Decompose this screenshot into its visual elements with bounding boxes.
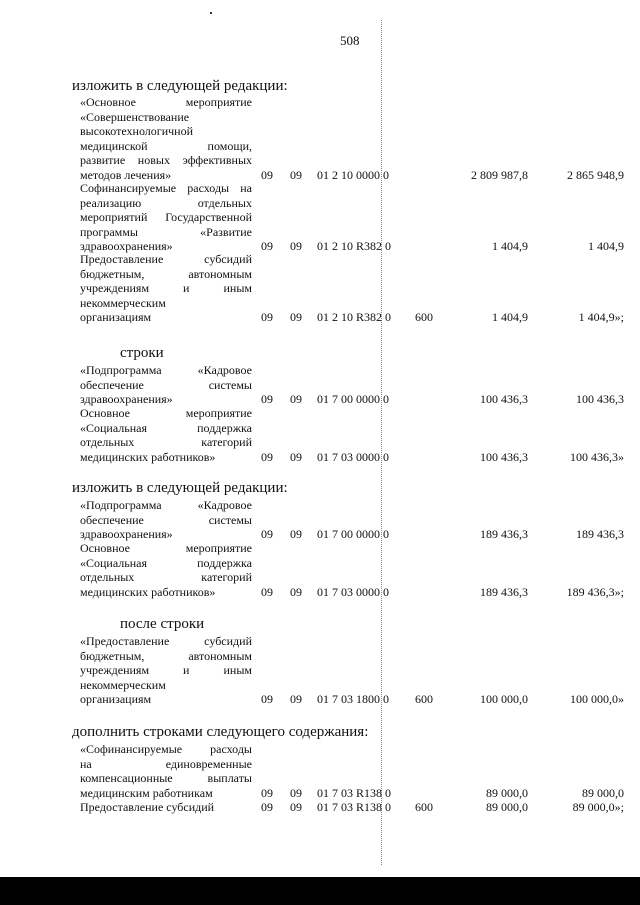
description-line: медицинской помощи, <box>80 138 252 153</box>
amount-year-1: 89 000,0 <box>486 785 528 800</box>
description-line: здравоохранения» <box>80 239 173 253</box>
description-line: Предоставление субсидий <box>80 252 252 266</box>
amount-year-2: 100 436,3 <box>576 392 624 406</box>
target-article-code: 01 2 10 R382 0 <box>317 239 392 253</box>
description-line: «Софинансируемые расходы <box>80 742 252 756</box>
subsection-code: 09 <box>290 449 302 464</box>
target-article-code: 01 2 10 0000 0 <box>317 167 389 182</box>
table-row-description <box>80 498 252 542</box>
description-line: некоммерческим <box>80 295 166 310</box>
description-line: медицинских работников» <box>80 449 216 464</box>
table-row-description <box>80 95 252 182</box>
table-row-description <box>80 252 252 325</box>
section-heading: после строки <box>120 616 205 632</box>
description-line: отдельных категорий <box>80 570 252 584</box>
subsection-code: 09 <box>290 167 302 182</box>
section-code: 09 <box>261 449 273 464</box>
section-heading: строки <box>120 345 164 361</box>
subsection-code: 09 <box>290 785 302 800</box>
subsection-code: 09 <box>290 527 302 541</box>
table-row-description <box>80 541 252 599</box>
description-line: Софинансируемые расходы на <box>80 181 252 195</box>
description-line: «Подпрограмма «Кадровое <box>80 498 252 512</box>
scan-border <box>0 877 640 905</box>
description-line: медицинских работников» <box>80 584 216 599</box>
target-article-code: 01 2 10 R382 0 <box>317 310 392 324</box>
description-line: развитие новых эффективных <box>80 153 252 167</box>
expense-type-code: 600 <box>415 800 433 814</box>
expense-type-code: 600 <box>415 692 433 706</box>
target-article-code: 01 7 03 0000 0 <box>317 584 389 599</box>
description-line: реализацию отдельных <box>80 195 252 210</box>
description-line: «Социальная поддержка <box>80 420 252 435</box>
description-line: «Подпрограмма «Кадровое <box>80 363 252 377</box>
subsection-code: 09 <box>290 692 302 706</box>
page-number: 508 <box>340 33 360 48</box>
table-row-description <box>80 406 252 464</box>
table-row-description <box>80 363 252 407</box>
amount-year-2: 100 436,3» <box>570 449 624 464</box>
description-line: «Совершенствование <box>80 109 190 124</box>
amount-year-2: 1 404,9»; <box>578 310 624 324</box>
amount-year-1: 100 436,3 <box>480 449 528 464</box>
section-code: 09 <box>261 310 273 324</box>
description-line: мероприятий Государственной <box>80 210 252 224</box>
table-row-description <box>80 181 252 254</box>
target-article-code: 01 7 03 R138 0 <box>317 800 392 814</box>
section-code: 09 <box>261 392 273 406</box>
description-line: организациям <box>80 692 152 706</box>
description-line: программы «Развитие <box>80 224 252 239</box>
description-line: здравоохранения» <box>80 392 173 406</box>
description-line: учреждениям и иным <box>80 663 252 677</box>
section-code: 09 <box>261 785 273 800</box>
description-line: здравоохранения» <box>80 527 173 541</box>
fold-line <box>381 20 382 865</box>
amount-year-2: 100 000,0» <box>570 692 624 706</box>
amount-year-2: 1 404,9 <box>588 239 624 253</box>
subsection-code: 09 <box>290 800 302 814</box>
description-line: Предоставление субсидий <box>80 800 215 814</box>
scan-speck <box>210 12 212 14</box>
description-line: «Социальная поддержка <box>80 555 252 570</box>
subsection-code: 09 <box>290 584 302 599</box>
description-line: «Предоставление субсидий <box>80 634 252 648</box>
target-article-code: 01 7 03 1800 0 <box>317 692 389 706</box>
description-line: бюджетным, автономным <box>80 266 252 281</box>
table-row-description <box>80 634 252 707</box>
amount-year-1: 189 436,3 <box>480 527 528 541</box>
description-line: медицинским работникам <box>80 785 213 800</box>
target-article-code: 01 7 03 0000 0 <box>317 449 389 464</box>
description-line: Основное мероприятие <box>80 541 252 555</box>
amount-year-1: 1 404,9 <box>492 310 528 324</box>
description-line: «Основное мероприятие <box>80 95 252 109</box>
description-line: учреждениям и иным <box>80 281 252 295</box>
amount-year-1: 1 404,9 <box>492 239 528 253</box>
amount-year-2: 89 000,0»; <box>572 800 624 814</box>
subsection-code: 09 <box>290 239 302 253</box>
section-code: 09 <box>261 584 273 599</box>
description-line: методов лечения» <box>80 167 172 182</box>
target-article-code: 01 7 00 0000 0 <box>317 392 389 406</box>
section-code: 09 <box>261 239 273 253</box>
amount-year-1: 189 436,3 <box>480 584 528 599</box>
description-line: организациям <box>80 310 152 324</box>
amount-year-2: 2 865 948,9 <box>567 167 624 182</box>
subsection-code: 09 <box>290 392 302 406</box>
description-line: бюджетным, автономным <box>80 648 252 663</box>
section-code: 09 <box>261 167 273 182</box>
table-row-description <box>80 800 252 815</box>
amount-year-2: 189 436,3 <box>576 527 624 541</box>
target-article-code: 01 7 03 R138 0 <box>317 785 392 800</box>
description-line: обеспечение системы <box>80 377 252 392</box>
target-article-code: 01 7 00 0000 0 <box>317 527 389 541</box>
description-line: высокотехнологичной <box>80 124 194 138</box>
section-heading: изложить в следующей редакции: <box>72 78 288 94</box>
amount-year-1: 89 000,0 <box>486 800 528 814</box>
section-code: 09 <box>261 527 273 541</box>
description-line: обеспечение системы <box>80 512 252 527</box>
description-line: компенсационные выплаты <box>80 771 252 785</box>
table-row-description <box>80 742 252 800</box>
section-heading: дополнить строками следующего содержания: <box>72 724 369 740</box>
section-code: 09 <box>261 800 273 814</box>
amount-year-1: 100 436,3 <box>480 392 528 406</box>
amount-year-2: 89 000,0 <box>582 785 624 800</box>
amount-year-1: 2 809 987,8 <box>471 167 528 182</box>
amount-year-2: 189 436,3»; <box>566 584 624 599</box>
section-code: 09 <box>261 692 273 706</box>
description-line: Основное мероприятие <box>80 406 252 420</box>
section-heading: изложить в следующей редакции: <box>72 480 288 496</box>
subsection-code: 09 <box>290 310 302 324</box>
description-line: некоммерческим <box>80 677 166 692</box>
amount-year-1: 100 000,0 <box>480 692 528 706</box>
description-line: отдельных категорий <box>80 435 252 449</box>
description-line: на единовременные <box>80 756 252 771</box>
expense-type-code: 600 <box>415 310 433 324</box>
